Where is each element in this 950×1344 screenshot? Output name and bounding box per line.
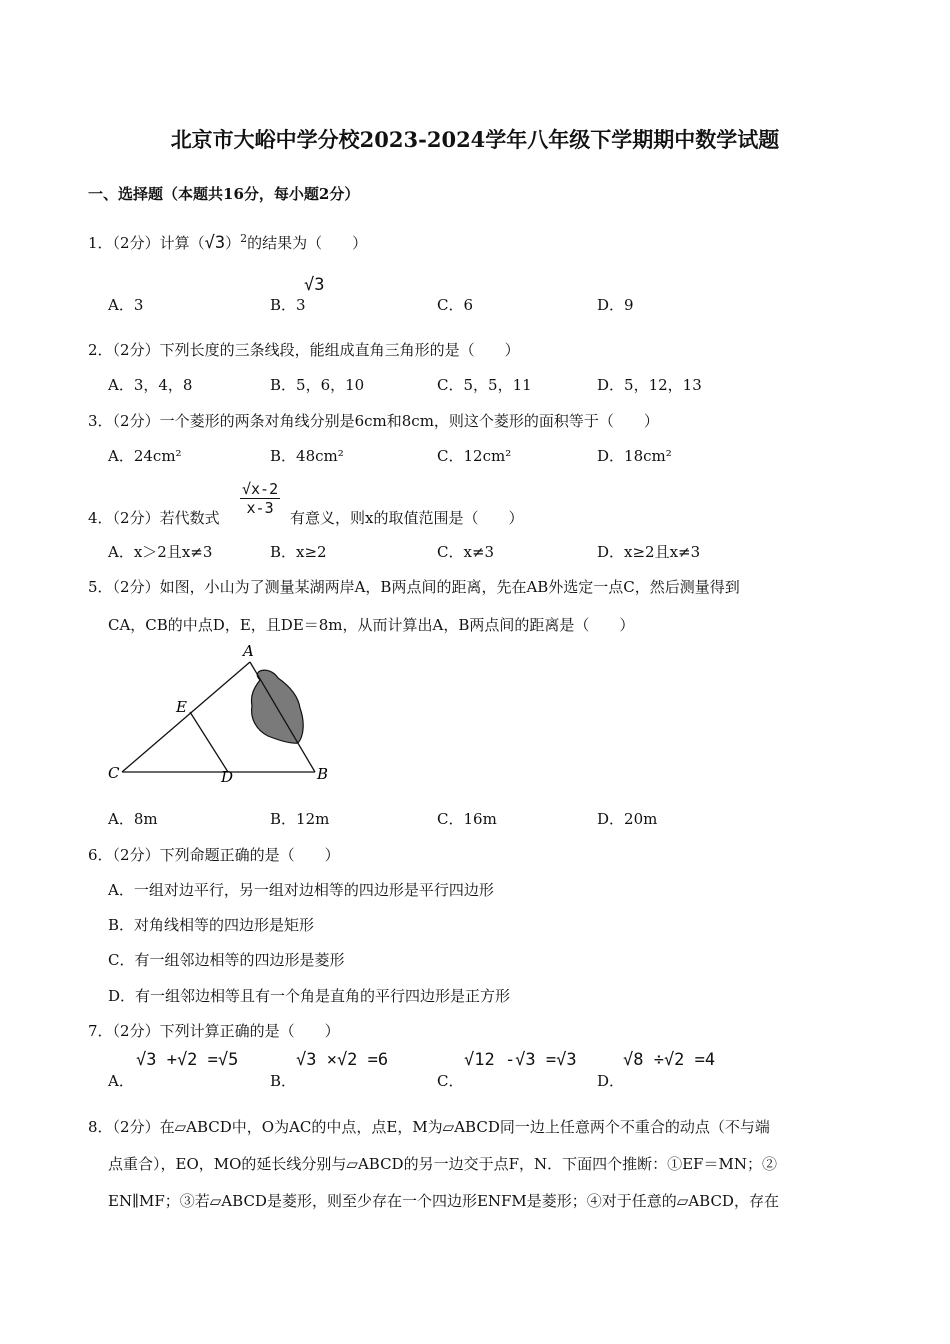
question-1-option-c[interactable]: C．6 [437, 296, 474, 314]
question-5-option-a[interactable]: A．8m [108, 810, 158, 828]
question-7-option-c-label[interactable]: C． [437, 1072, 464, 1090]
question-8-line2: 点重合），EO，MO的延长线分别与▱ABCD的另一边交于点F，N．下面四个推断：①EF＝MN；② [108, 1155, 777, 1173]
question-5-stem-line1: 5．（2分）如图，小山为了测量某湖两岸A，B两点间的距离，先在AB外选定一点C，然后测量得到 [88, 578, 740, 596]
question-7-option-a-expr: √3 +√2 =√5 [136, 1050, 239, 1070]
lake-shape [251, 670, 303, 743]
question-2-option-d[interactable]: D．5，12，13 [597, 376, 702, 394]
question-2-option-a[interactable]: A．3，4，8 [108, 376, 193, 394]
question-7-stem: 7．（2分）下列计算正确的是（ ） [88, 1022, 340, 1040]
question-7-option-d-label[interactable]: D． [597, 1072, 625, 1090]
question-5-option-b[interactable]: B．12m [270, 810, 330, 828]
question-4-stem-a: 4．（2分）若代数式 [88, 509, 220, 527]
fraction-denominator: x-3 [246, 499, 274, 517]
question-1-option-a[interactable]: A．3 [108, 296, 144, 314]
question-2-stem: 2．（2分）下列长度的三条线段，能组成直角三角形的是（ ） [88, 341, 520, 359]
page-title: 北京市大峪中学分校2023-2024学年八年级下学期期中数学试题 [170, 127, 780, 152]
question-3-option-b[interactable]: B．48cm² [270, 447, 344, 465]
question-1-stem: 1．（2分）计算$(√3)^2$的结果为（ ） [88, 232, 368, 253]
question-5-option-d[interactable]: D．20m [597, 810, 658, 828]
label-b: B [317, 765, 329, 783]
triangle-lake-figure [100, 640, 340, 790]
sqrt-expression: √3 [204, 233, 226, 253]
question-7-option-d-expr: √8 ÷√2 =4 [623, 1050, 716, 1070]
question-8-line1: 8．（2分）在▱ABCD中，O为AC的中点，点E，M为▱ABCD同一边上任意两个不重合的动点（不与端 [88, 1118, 770, 1136]
question-8-line3: EN∥MF；③若▱ABCD是菱形，则至少存在一个四边形ENFM是菱形；④对于任意的▱ABCD，存在 [108, 1192, 779, 1210]
question-7-option-b-expr: √3 ×√2 =6 [296, 1050, 389, 1070]
label-c: C [108, 764, 120, 782]
question-6-option-b[interactable]: B．对角线相等的四边形是矩形 [108, 916, 315, 934]
fraction-expression [240, 480, 280, 517]
question-2-option-b[interactable]: B．5，6，10 [270, 376, 365, 394]
question-1-option-b[interactable]: B．3 [270, 296, 306, 314]
question-4-stem-b: 有意义，则x的取值范围是（ ） [290, 509, 524, 527]
question-6-stem: 6．（2分）下列命题正确的是（ ） [88, 846, 340, 864]
question-4-option-b[interactable]: B．x≥2 [270, 543, 327, 561]
question-3-stem: 3．（2分）一个菱形的两条对角线分别是6cm和8cm，则这个菱形的面积等于（ ） [88, 412, 659, 430]
question-3-option-d[interactable]: D．18cm² [597, 447, 672, 465]
question-3-option-a[interactable]: A．24cm² [108, 447, 182, 465]
section-heading: 一、选择题（本题共16分，每小题2分） [88, 185, 360, 203]
question-2-option-c[interactable]: C．5，5，11 [437, 376, 532, 394]
question-4-option-c[interactable]: C．x≠3 [437, 543, 495, 561]
fraction-numerator: √x-2 [242, 480, 279, 498]
label-e: E [176, 698, 187, 716]
question-4-option-a[interactable]: A．x＞2且x≠3 [108, 543, 213, 561]
question-6-option-d[interactable]: D．有一组邻边相等且有一个角是直角的平行四边形是正方形 [108, 987, 511, 1005]
question-7-option-a-label[interactable]: A． [108, 1072, 134, 1090]
question-7-option-c-expr: √12 -√3 =√3 [464, 1050, 577, 1070]
question-5-option-c[interactable]: C．16m [437, 810, 497, 828]
question-3-option-c[interactable]: C．12cm² [437, 447, 512, 465]
side-ca [122, 662, 250, 772]
question-1-option-b-sqrt: √3 [304, 275, 325, 295]
question-5-stem-line2: CA，CB的中点D，E，且DE＝8m，从而计算出A，B两点间的距离是（ ） [108, 616, 635, 634]
label-a: A [243, 642, 254, 660]
question-6-option-a[interactable]: A．一组对边平行，另一组对边相等的四边形是平行四边形 [108, 881, 494, 899]
question-1-option-d[interactable]: D．9 [597, 296, 634, 314]
question-7-option-b-label[interactable]: B． [270, 1072, 297, 1090]
question-4-option-d[interactable]: D．x≥2且x≠3 [597, 543, 701, 561]
segment-ed [190, 712, 228, 772]
question-6-option-c[interactable]: C．有一组邻边相等的四边形是菱形 [108, 951, 345, 969]
label-d: D [221, 768, 234, 786]
